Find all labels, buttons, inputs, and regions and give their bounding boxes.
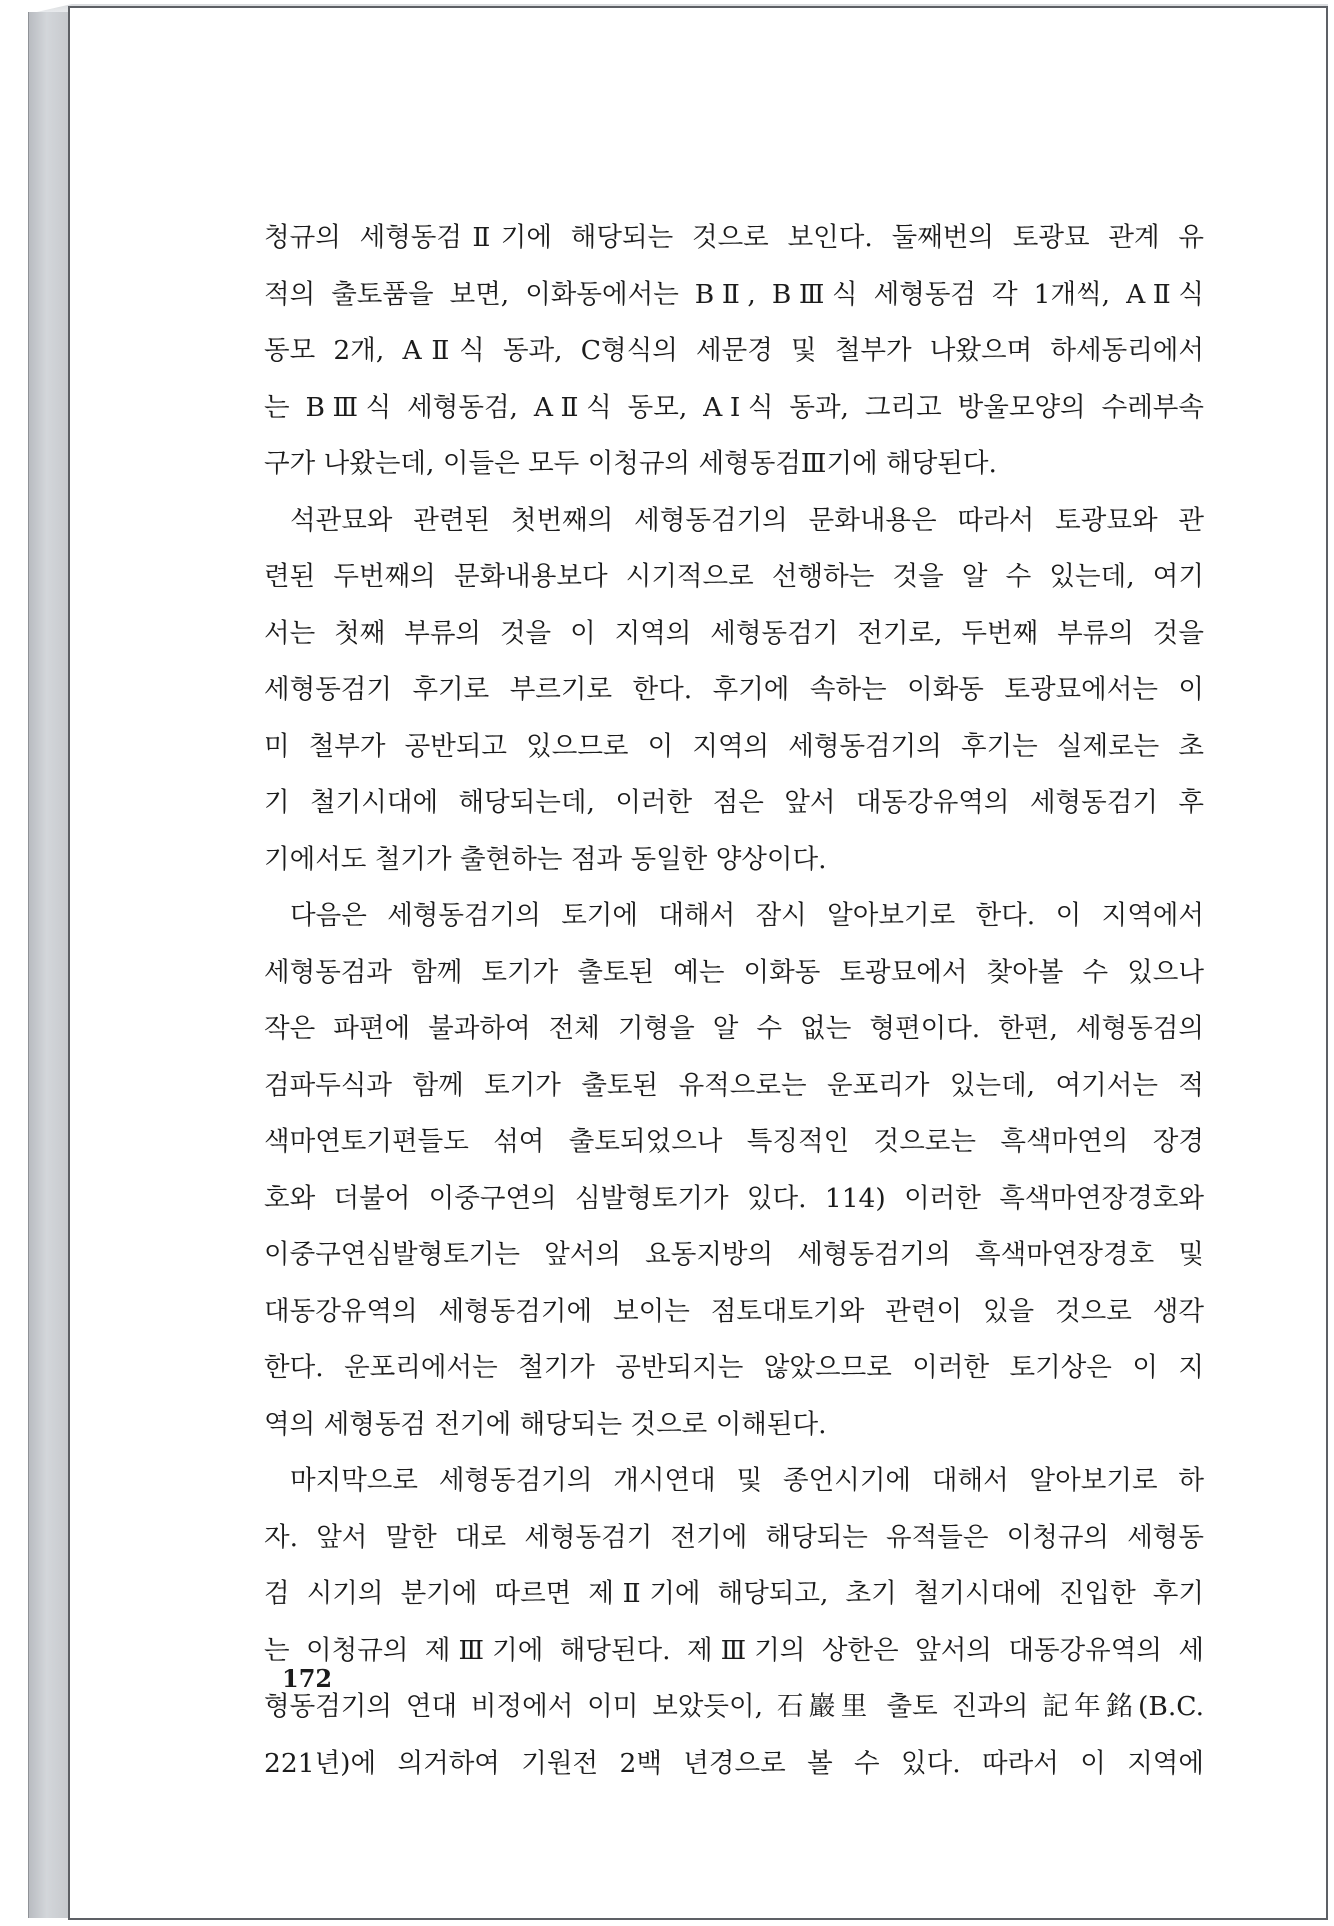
text-line: 대동강유역의 세형동검기에 보이는 점토대토기와 관련이 있을 것으로 생각 [264,1295,1204,1327]
text-line: 이중구연심발형토기는 앞서의 요동지방의 세형동검기의 흑색마연장경호 및 [264,1239,1204,1270]
text-line: 미 철부가 공반되고 있으므로 이 지역의 세형동검기의 후기는 실제로는 초 [264,730,1204,762]
body-text [264,210,1204,1792]
text-line: 는 이청규의 제Ⅲ기에 해당된다. 제Ⅲ기의 상한은 앞서의 대동강유역의 세 [264,1634,1204,1666]
text-line: 석관묘와 관련된 첫번째의 세형동검기의 문화내용은 따라서 토광묘와 관 [290,504,1204,536]
text-line: 세형동검과 함께 토기가 출토된 예는 이화동 토광묘에서 찾아볼 수 있으나 [264,956,1204,988]
text-line: 동모 2개, AⅡ식 동과, C형식의 세문경 및 철부가 나왔으며 하세동리에서 [264,335,1204,366]
paragraph-4 [264,1453,1204,1792]
text-line: 청규의 세형동검Ⅱ기에 해당되는 것으로 보인다. 둘째번의 토광묘 관계 유 [264,222,1204,253]
text-line: 색마연토기편들도 섞여 출토되었으나 특징적인 것으로는 흑색마연의 장경 [264,1126,1204,1157]
text-line: 역의 세형동검 전기에 해당되는 것으로 이해된다. [264,1408,827,1440]
paragraph-1 [264,210,1204,493]
text-line: 검파두식과 함께 토기가 출토된 유적으로는 운포리가 있는데, 여기서는 적 [264,1069,1204,1101]
text-line: 구가 나왔는데, 이들은 모두 이청규의 세형동검Ⅲ기에 해당된다. [264,448,997,479]
paragraph-3 [264,888,1204,1453]
text-line: 적의 출토품을 보면, 이화동에서는 BⅡ, BⅢ식 세형동검 각 1개씩, AⅡ식 [264,278,1204,310]
page-number: 172 [282,1664,333,1693]
text-line: 련된 두번째의 문화내용보다 시기적으로 선행하는 것을 알 수 있는데, 여기 [264,561,1204,592]
text-line: 자. 앞서 말한 대로 세형동검기 전기에 해당되는 유적들은 이청규의 세형동 [264,1521,1204,1553]
text-line: 한다. 운포리에서는 철기가 공반되지는 않았으므로 이러한 토기상은 이 지 [264,1352,1204,1383]
text-line: 검 시기의 분기에 따르면 제Ⅱ기에 해당되고, 초기 철기시대에 진입한 후기 [264,1578,1204,1609]
text-line: 작은 파편에 불과하여 전체 기형을 알 수 없는 형편이다. 한편, 세형동검의 [264,1013,1204,1044]
text-line: 형동검기의 연대 비정에서 이미 보았듯이, 石巖里 출토 진과의 記年銘(B.C. [264,1691,1204,1722]
text-line: 기 철기시대에 해당되는데, 이러한 점은 앞서 대동강유역의 세형동검기 후 [264,787,1204,818]
text-line: 다음은 세형동검기의 토기에 대해서 잠시 알아보기로 한다. 이 지역에서 [290,900,1204,931]
text-line: 호와 더불어 이중구연의 심발형토기가 있다. 114) 이러한 흑색마연장경호와 [264,1182,1204,1214]
text-line: 서는 첫째 부류의 것을 이 지역의 세형동검기 전기로, 두번째 부류의 것을 [264,617,1204,649]
text-line: 마지막으로 세형동검기의 개시연대 및 종언시기에 대해서 알아보기로 하 [290,1465,1204,1496]
text-line: 기에서도 철기가 출현하는 점과 동일한 양상이다. [264,843,827,875]
text-line: 세형동검기 후기로 부르기로 한다. 후기에 속하는 이화동 토광묘에서는 이 [264,674,1204,705]
paragraph-2 [264,493,1204,889]
text-line: 221년)에 의거하여 기원전 2백 년경으로 볼 수 있다. 따라서 이 지역에 [264,1747,1204,1779]
text-line: 는 BⅢ식 세형동검, AⅡ식 동모, AⅠ식 동과, 그리고 방울모양의 수레부속 [264,391,1204,423]
